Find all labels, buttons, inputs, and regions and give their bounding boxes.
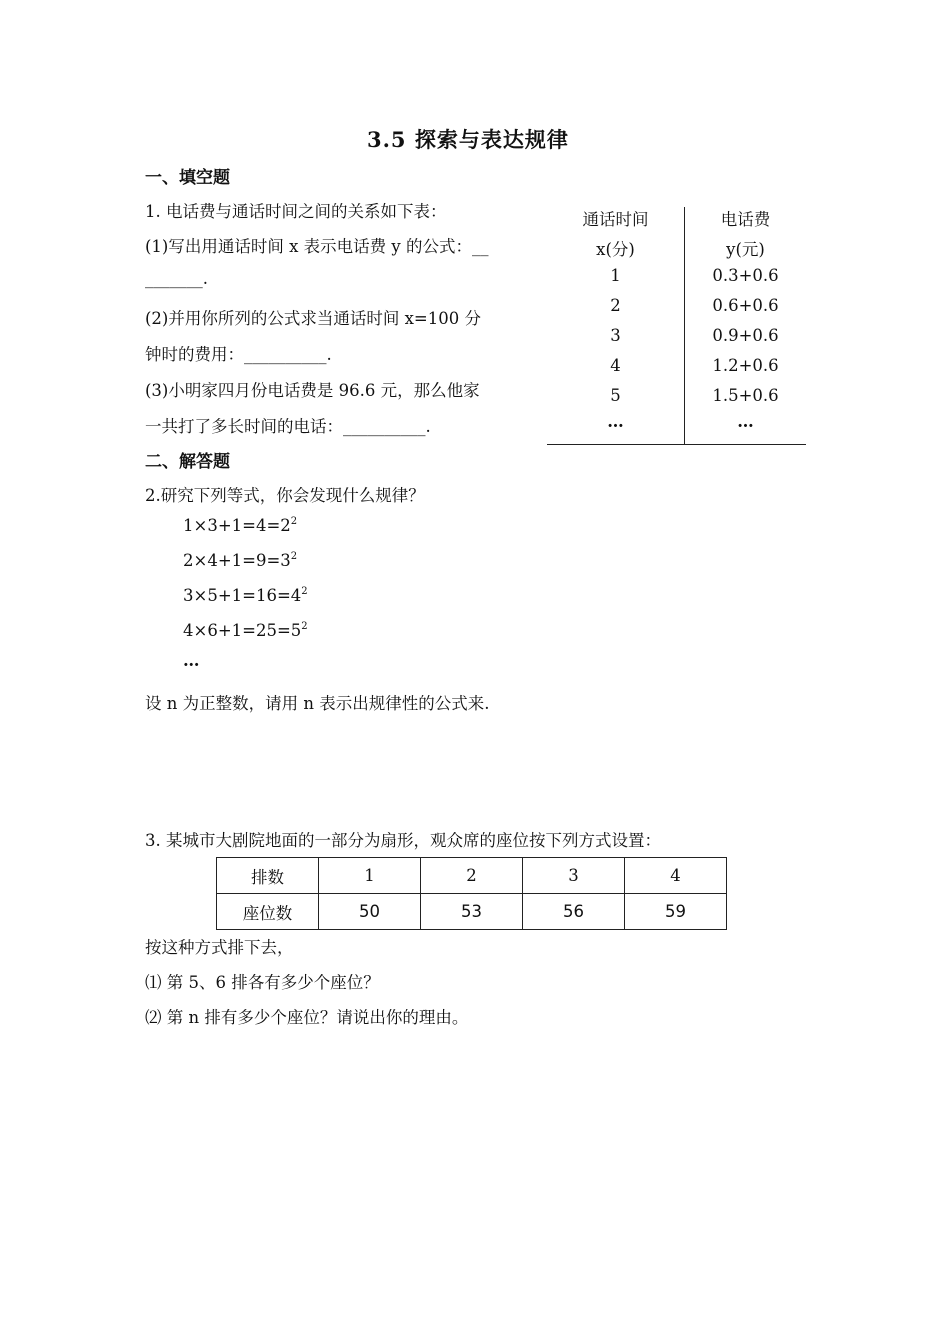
q3-part2: ⑵ 第 n 排有多少个座位？请说出你的理由。 [145,1008,469,1027]
q3-stem: 3. 某城市大剧院地面的一部分为扇形，观众席的座位按下列方式设置： [145,831,661,850]
table-cell: 5 [610,386,621,405]
table-cell: 1 [319,858,421,894]
table-cell: 0.6+0.6 [712,296,779,315]
equation-ellipsis: … [183,651,200,670]
col1-header-line2: x(分) [596,240,635,259]
equation-3: $3\times 5+1=16=4^2$ [183,586,308,605]
table-cell: 50 [319,894,421,930]
section-fill-in: 一、填空题 [145,168,230,188]
table-cell: 1.2+0.6 [712,356,779,375]
table-cell-ellipsis: … [607,412,624,431]
table-cell: 0.3+0.6 [712,266,779,285]
section-answer: 二、解答题 [145,452,230,472]
q1-part1-blank: _______. [145,269,208,288]
col2-header-line2: y(元) [726,240,765,259]
table-cell: 1.5+0.6 [712,386,779,405]
table-cell: 3 [523,858,625,894]
q1-part3-cont: 一共打了多长时间的电话：__________. [145,417,431,436]
q1-stem: 1. 电话费与通话时间之间的关系如下表： [145,202,447,221]
table-cell: 2 [610,296,621,315]
table-cell: 3 [610,326,621,345]
q1-part2-cont: 钟时的费用：__________. [145,345,332,364]
table-cell: 4 [610,356,621,375]
q2-ask: 设 n 为正整数，请用 n 表示出规律性的公式来. [145,694,490,713]
table-cell: 59 [625,894,727,930]
seat-table [216,857,727,930]
table-cell: 排数 [217,858,319,894]
q1-part3: (3)小明家四月份电话费是 96.6 元，那么他家 [145,381,480,400]
col2-header-line1: 电话费 [720,210,771,229]
phone-fee-table [547,204,806,445]
table-cell: 56 [523,894,625,930]
table-cell: 0.9+0.6 [712,326,779,345]
table-cell-ellipsis: … [737,412,754,431]
page-title: 3.5 探索与表达规律 [367,127,569,152]
table-cell: 4 [625,858,727,894]
table-cell: 2 [421,858,523,894]
col1-header-line1: 通话时间 [582,210,649,229]
q3-after: 按这种方式排下去， [145,938,294,957]
q2-stem: 2.研究下列等式，你会发现什么规律？ [145,486,425,505]
equation-4: $4\times 6+1=25=5^2$ [183,621,308,640]
table-cell: 1 [610,266,621,285]
table-row [217,858,727,894]
q3-part1: ⑴ 第 5、6 排各有多少个座位？ [145,973,380,992]
q1-part2: (2)并用你所列的公式求当通话时间 x=100 分 [145,309,481,328]
table-cell: 53 [421,894,523,930]
table-row [217,894,727,930]
equation-2: $2\times 4+1=9=3^2$ [183,551,298,570]
equation-1: $1\times 3+1=4=2^2$ [183,516,298,535]
q1-part1: (1)写出用通话时间 x 表示电话费 y 的公式：__ [145,237,489,256]
table-cell: 座位数 [217,894,319,930]
